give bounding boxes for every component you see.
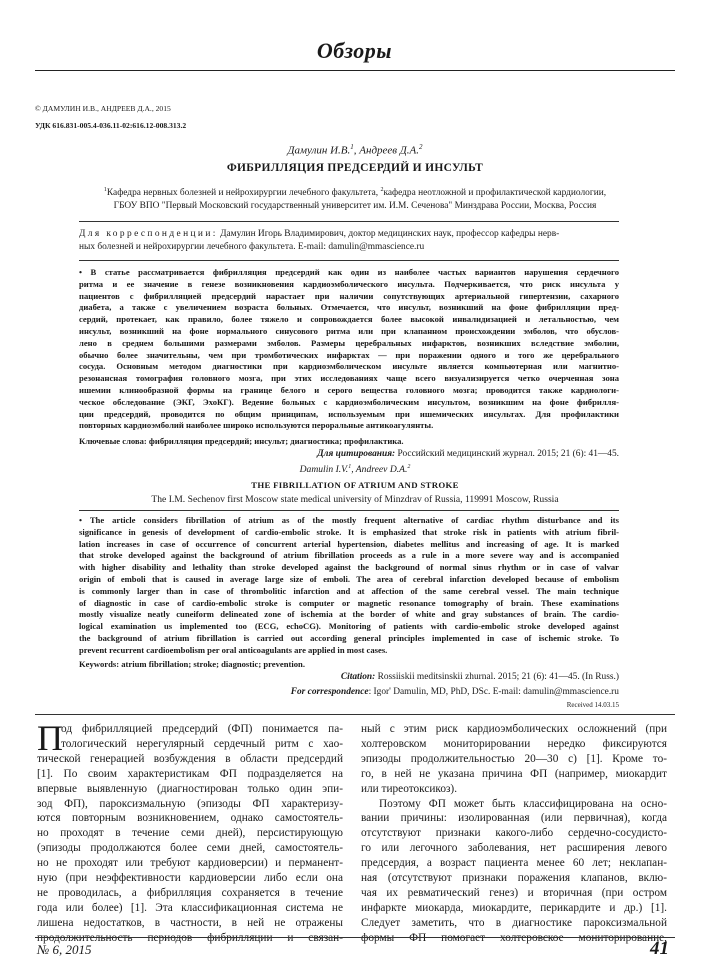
header-rule bbox=[35, 70, 675, 71]
page-number: 41 bbox=[650, 938, 669, 959]
issue-number: № 6, 2015 bbox=[37, 942, 92, 957]
affiliation-ru: $^1$Кафедра нервных болезней и нейрохирургии лечебного факультета, $^2$кафедра неотложной и профилактической кардиологии, ГБОУ ВПО "Первый Московский государственный университет им. И.М. Сеченова" Минздрава России, Москва, Россия bbox=[103, 187, 607, 211]
divider bbox=[79, 260, 619, 261]
divider bbox=[79, 221, 619, 222]
authors-ru: Дамулин И.В.$^1$, Андреев Д.А.$^2$ bbox=[287, 143, 423, 157]
divider bbox=[79, 510, 619, 511]
abstract-en: • The article considers fibrillation of atrium as of the mostly frequent alternative of cardiac rhythm disturbance and its significance in genesis of development of cardio-embolic stroke. It is emphasized that stroke risk in patients with atrium fibril- lation increases in case of occurrence of concurrent arterial hypertension, diabetes mellitus and increasing of age. It is marked that stroke developed against the background of atrium fibrillation proceeds as a rule in a more severe way and is accompanied with higher disability and lethality than stroke developed against the background of normal sinus rhythm or in case of valvar origin of emboli that is caused in average large size of emboli. The area of cerebral infarction developed because of embolism is commonly larger than in case of thrombolitic infarction and at affection of the same cerebral vessel. The main technique of diagnostic in case of cardio-embolic stroke is computer or magnetic resonance tomography of brain. These examinations mostly visualize neatly cuneiform delineated zone of ischemia at the border of white and gray substances of brain. The cardio- logical examination us implemented too (ECG, echoCG). Monitoring of patients with cardio-embolic stroke developed against the background of atrium fibrillation is carried out according general principles implemented in case of ischemic stroke. To prevent recurrent cardioembolism per oral anticoagulants are applied in most cases. bbox=[79, 515, 619, 655]
udc: УДК 616.831-005.4-036.11-02:616.12-008.313.2 bbox=[35, 121, 187, 130]
copyright: © ДАМУЛИН И.В., АНДРЕЕВ Д.А., 2015 bbox=[35, 104, 171, 113]
article-title-ru: ФИБРИЛЛЯЦИЯ ПРЕДСЕРДИЙ И ИНСУЛЬТ bbox=[226, 162, 484, 174]
drop-cap: П bbox=[37, 722, 63, 752]
abstract-ru: • В статье рассматривается фибрилляция предсердий как один из наиболее частых вариантов нарушения сердечного ритма и ее значение в генезе возникновения кардиоэмболического инсульта. Подчеркивается, что риск инсульта у пациентов с фибрилляцией предсердий нарастает при наличии сопутствующих артериальной гипертензии, сахарного диабета, а также с увеличением возраста больных. Отмечается, что инсульт, возникший на фоне фибрилляции пред- сердий, протекает, как правило, более тяжело и сопровождается более высокой инвалидизацией и летальностью, чем инсульт, возникший на фоне нормального синусового ритма или при клапанном происхождении эмболов, что обуслов- лено в среднем большими размерами эмболов. Размеры церебральных инфарктов, возникших вследствие эмболии, обычно более значительны, чем при тромботических инфарктах — при поражении одного и того же церебрального сосуда. Основным методом диагностики при кардиоэмболическом инсульте является компьютерная или магнитно- резонансная томография головного мозга, при этих исследованиях чаще всего визуализируется четко очерченная зона ишемии клинообразной формы на границе белого и серого вещества головного мозга; проводится также кардиологи- ческое обследование (ЭКГ, ЭхоКГ). Ведение больных с кардиоэмболическим инсультом, возникшим на фоне фибрилля- ции предсердий, проводится по общим принципам, используемым при ишемических инсультах. Для профилактики повторных кардиоэмболий наиболее широко используются пероральные антикоагулянты. bbox=[79, 267, 619, 431]
body-column-right: ный с этим риск кардиоэмболических осложнений (при холтеровском мониторировании нередко фиксируются эпизоды продолжительностью 20—30 с) [1]. Кроме то- го, в ней не указана причина ФП (например, миокардит или тиреотоксикоз). Поэтому ФП может быть классифицирована на осно- вании причины: изолированная (или первичная), когда отсутствуют признаки какого-либо сердечно-сосудисто- го или легочного заболевания, нет расширения левого предсердия, а возраст пациента менее 60 лет; неклапан- ная (отсутствуют признаки поражения клапанов, вклю- чая их ревматический генез) и вторичная (при остром инфаркте миокарда, миокардите, перикардите и др.) [1]. Следует заметить, что в диагностике пароксизмальной формы ФП помогает холтеровское мониторирование, bbox=[361, 723, 667, 944]
footer-rule bbox=[35, 937, 675, 938]
article-title-en: THE FIBRILLATION OF ATRIUM AND STROKE bbox=[251, 480, 459, 490]
received-date: Received 14.03.15 bbox=[566, 701, 619, 709]
citation-en: Citation: Rossiiskii meditsinskii zhurnal. 2015; 21 (6): 41—45. (In Russ.) bbox=[340, 672, 619, 682]
affiliation-en: The I.M. Sechenov first Moscow state medical university of Minzdrav of Russia, 119991 Moscow, Russia bbox=[151, 494, 559, 505]
section-title: Обзоры bbox=[316, 38, 393, 63]
authors-en: Damulin I.V.$^1$, Andreev D.A.$^2$ bbox=[299, 464, 411, 476]
correspondence-en: For correspondence: Igor' Damulin, MD, PhD, DSc. E-mail: damulin@mmascience.ru bbox=[290, 687, 619, 697]
correspondence-ru: Для корреспонденции: Дамулин Игорь Владимирович, доктор медицинских наук, профессор кафедры нерв- ных болезней и нейрохирургии лечебного факультета. E-mail: damulin@mmascience.ru bbox=[79, 229, 560, 252]
keywords-ru: Ключевые слова: фибрилляция предсердий; инсульт; диагностика; профилактика. bbox=[79, 436, 404, 446]
body-column-left: П од фибрилляцией предсердий (ФП) понимается па- тологический нерегулярный сердечный ритм с хао- тической генерацией возбуждения в области предсердий [1]. По своим характеристикам ФП подразделяется на впервые выявленную (диагностирован только один эпи- зод ФП), пароксизмальную (эпизоды ФП характеризу- ются повторным возникновением, однако самостоятель- но проходят в течение семи дней), персистирующую (эпизоды продолжаются более семи дней, самостоятель- но не проходят или требуют кардиоверсии) и перманент- ную (при неэффективности кардиоверсии либо если она не проводилась, а фибрилляция сохраняется в течение года или более) [1]. Эта классификационная система не лишена недостатков, в частности, в ней не отражены продолжительность периодов фибрилляции и связан- bbox=[37, 722, 343, 944]
keywords-en: Keywords: atrium fibrillation; stroke; diagnostic; prevention. bbox=[79, 659, 305, 669]
divider bbox=[35, 714, 675, 715]
citation-ru: Для цитирования: Российский медицинский журнал. 2015; 21 (6): 41—45. bbox=[317, 449, 619, 459]
